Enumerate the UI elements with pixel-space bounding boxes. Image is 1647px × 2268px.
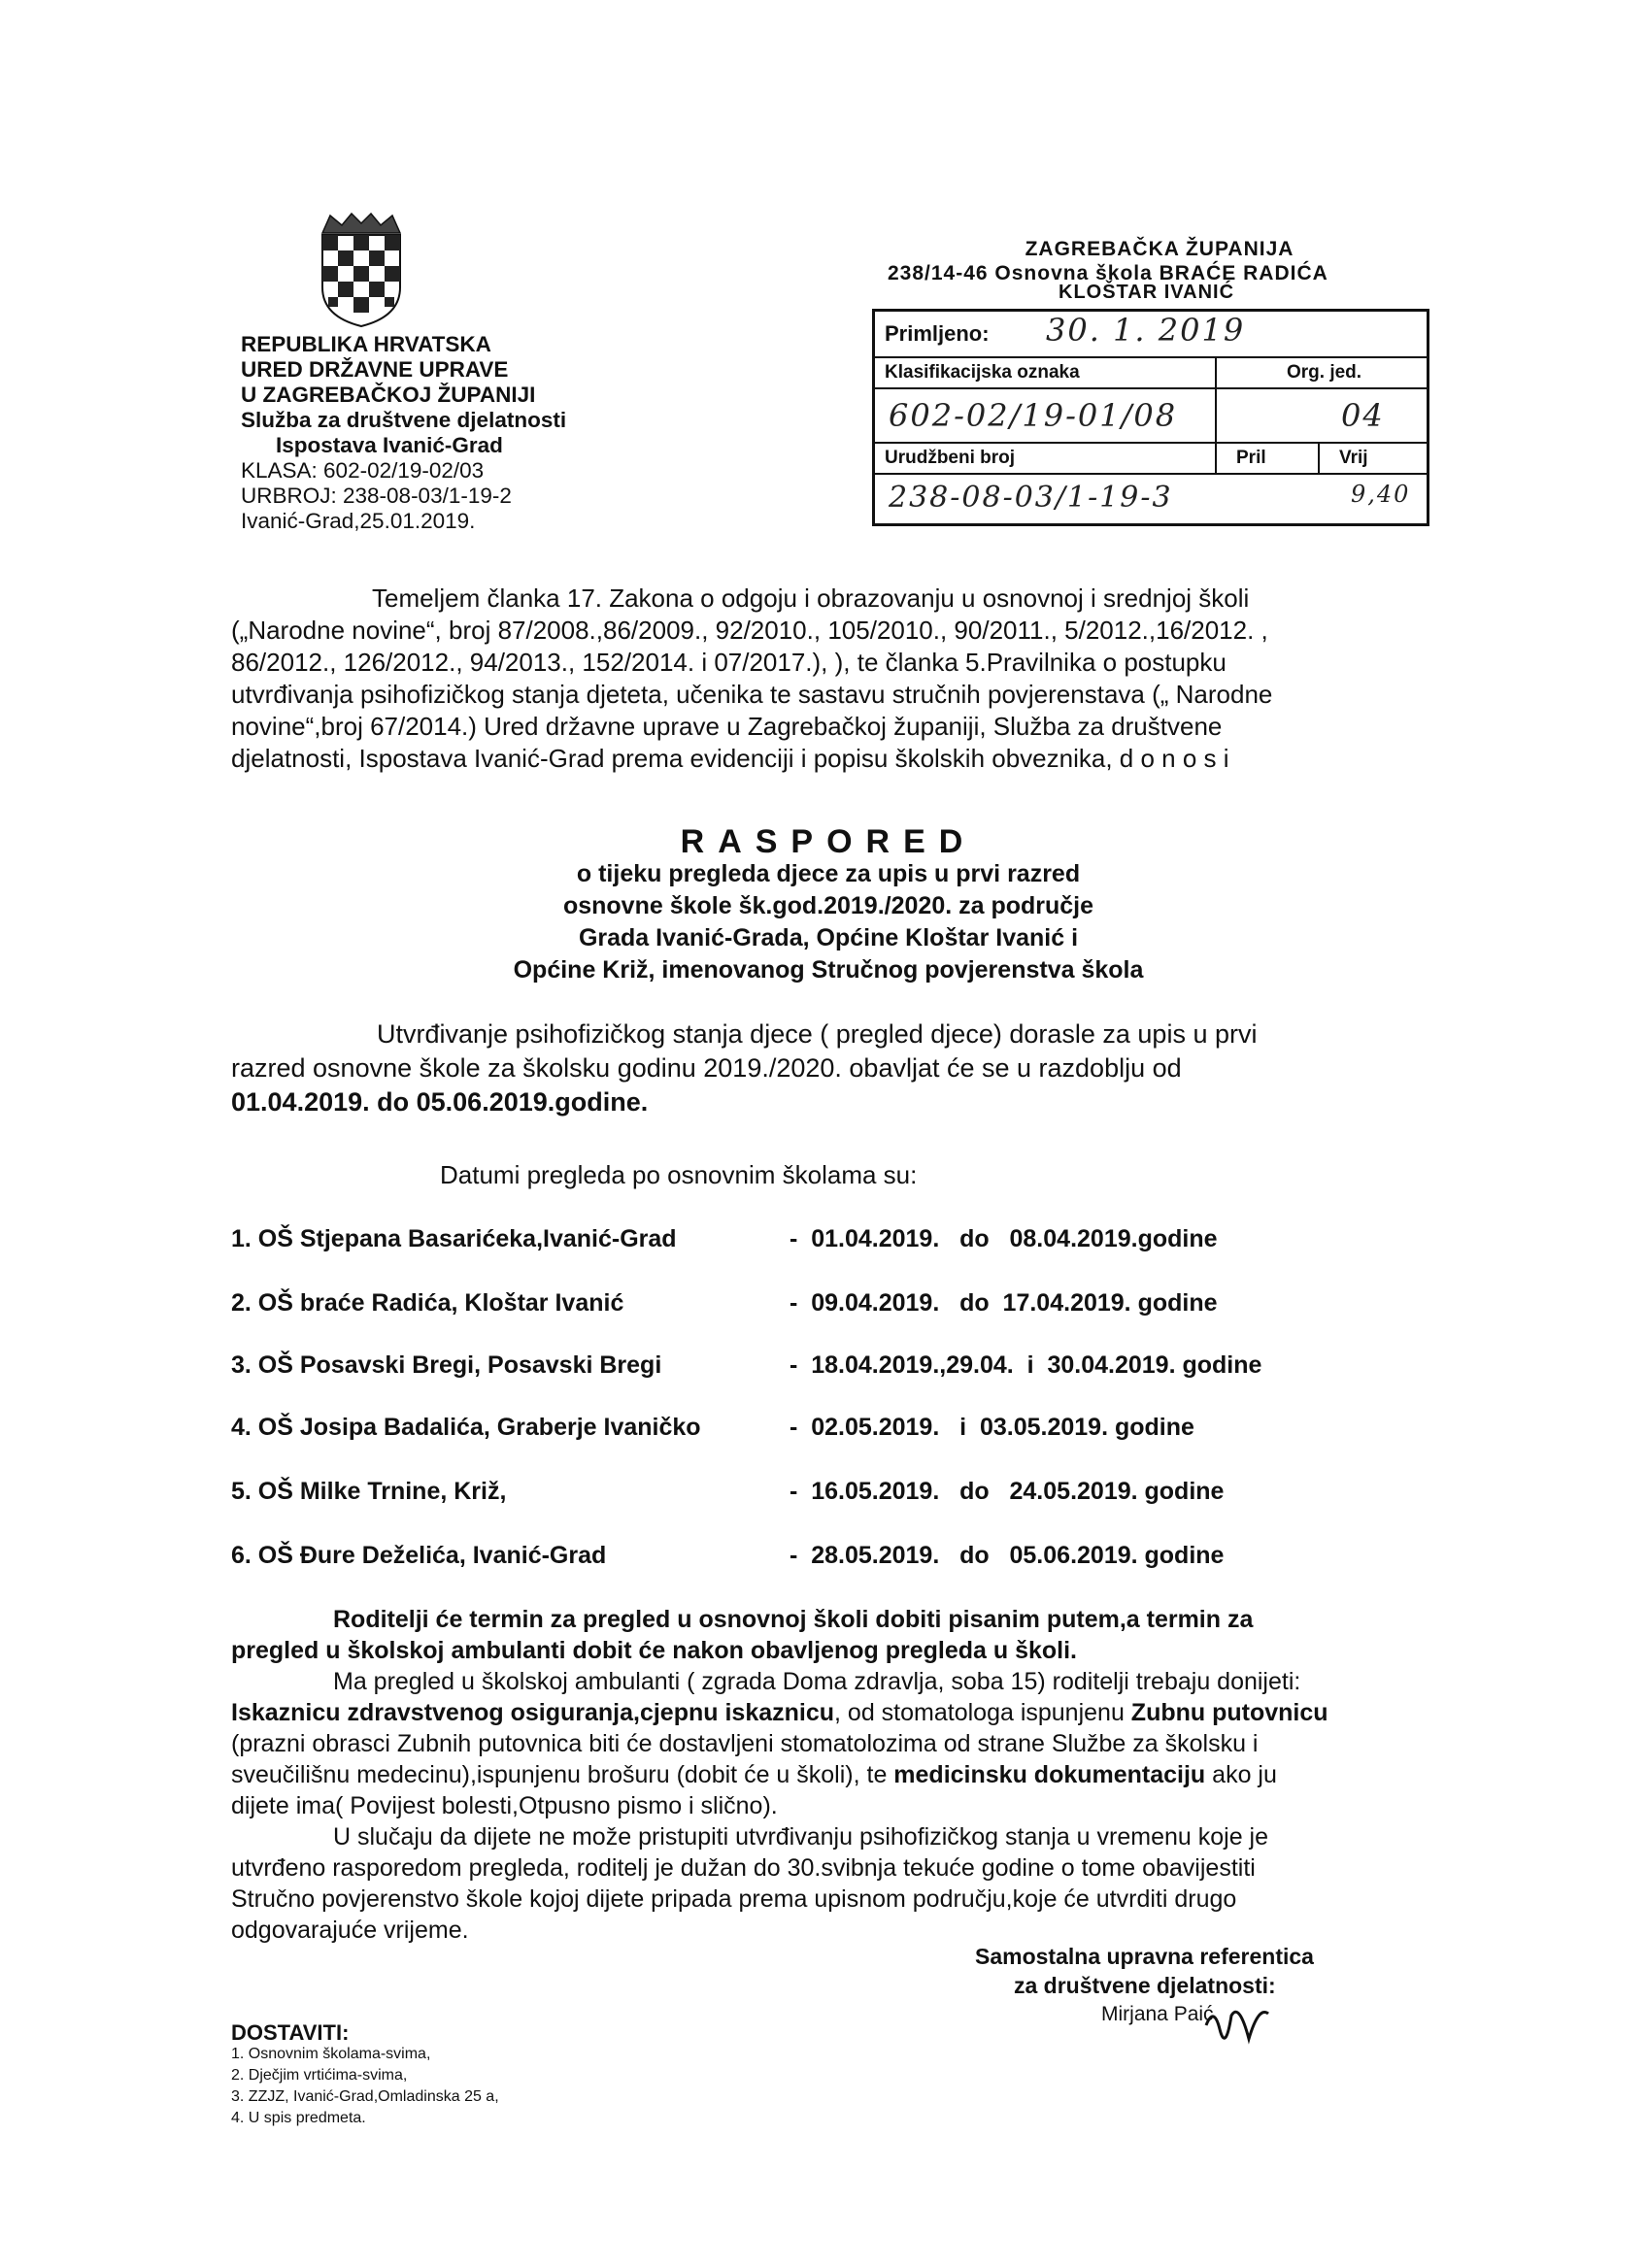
stamp-attach-label: Pril [1236, 448, 1266, 468]
branch-name: Ispostava Ivanić-Grad [276, 433, 503, 457]
intro-line: 86/2012., 126/2012., 94/2013., 152/2014. i 07/2017.), ), te članka 5.Pravilnika o postupku [231, 648, 1227, 677]
office-name-line1: URED DRŽAVNE UPRAVE [241, 357, 509, 382]
intro-line: utvrđivanja psihofizičkog stanja djeteta, učenika te sastavu stručnih povjerenstava („ Narodne [231, 680, 1273, 709]
schedule-dates: - 28.05.2019. do 05.06.2019. godine [790, 1542, 1225, 1569]
stamp-row-class-values [875, 389, 1427, 444]
schedule-row [231, 1351, 1426, 1390]
distribution-item: 2. Dječjim vrtićima-svima, [231, 2067, 408, 2084]
intro-line: („Narodne novine“, broj 87/2008.,86/2009., 92/2010., 105/2010., 90/2011., 5/2012.,16/2012. , [231, 616, 1268, 645]
schedule-row [231, 1414, 1426, 1452]
schedule-school: 3. OŠ Posavski Bregi, Posavski Bregi [231, 1351, 662, 1379]
notice-bold-passport: Zubnu putovnicu [1130, 1699, 1328, 1726]
schedule-school: 4. OŠ Josipa Badalića, Graberje Ivaničko [231, 1414, 701, 1441]
notice-line: U slučaju da dijete ne može pristupiti utvrđivanju psihofizičkog stanja u vremenu koje je [333, 1823, 1269, 1851]
stamp-class-label: Klasifikacijska oznaka [885, 362, 1080, 383]
subtitle-line: osnovne škole šk.god.2019./2020. za područje [562, 892, 1094, 919]
schedule-row [231, 1289, 1426, 1328]
stamp-value-label: Vrij [1339, 448, 1368, 468]
schedule-row [231, 1542, 1426, 1581]
distribution-item: 4. U spis predmeta. [231, 2110, 366, 2126]
handwritten-signature [1196, 1996, 1352, 2069]
schedule-heading: Datumi pregleda po osnovnim školama su: [440, 1160, 918, 1189]
notice-line: Ma pregled u školskoj ambulanti ( zgrada Doma zdravlja, soba 15) roditelji trebaju donijeti: [333, 1668, 1301, 1695]
stamp-org-label: Org. jed. [1287, 362, 1362, 383]
notice-line: Roditelji će termin za pregled u osnovnoj školi dobiti pisanim putem,a termin za [333, 1606, 1254, 1633]
schedule-dates: - 16.05.2019. do 24.05.2019. godine [790, 1478, 1225, 1505]
coat-of-arms-logo [309, 212, 414, 328]
schedule-school: 6. OŠ Đure Deželića, Ivanić-Grad [231, 1542, 607, 1569]
signatory-dept: za društvene djelatnosti: [1014, 1973, 1276, 1998]
stamp-row-reg-values [875, 475, 1427, 523]
schedule-school: 2. OŠ braće Radića, Kloštar Ivanić [231, 1289, 624, 1317]
schedule-dates: - 02.05.2019. i 03.05.2019. godine [790, 1414, 1194, 1441]
schedule-school: 5. OŠ Milke Trnine, Križ, [231, 1478, 507, 1505]
distribution-item: 3. ZZJZ, Ivanić-Grad,Omladinska 25 a, [231, 2088, 499, 2105]
urbroj-number: URBROJ: 238-08-03/1-19-2 [241, 484, 512, 508]
period-dates: 01.04.2019. do 05.06.2019.godine. [231, 1087, 649, 1117]
stamp-reg-label: Urudžbeni broj [885, 448, 1016, 468]
distribution-list [231, 2022, 499, 2129]
stamp-received-value: 30. 1. 2019 [1046, 312, 1246, 349]
period-line: Utvrđivanje psihofizičkog stanja djece ( pregled djece) dorasle za upis u prvi [377, 1019, 1258, 1049]
period-line: razred osnovne škole za školsku godinu 2019./2020. obavljat će se u razdoblju od [231, 1053, 1182, 1083]
stamp-school: 238/14-46 Osnovna škola BRAĆE RADIĆA [888, 262, 1328, 284]
intro-line: novine“,broj 67/2014.) Ured državne uprave u Zagrebačkoj županiji, Služba za društvene [231, 712, 1223, 741]
notice-block [231, 1604, 1426, 1946]
signatory-title: Samostalna upravna referentica [975, 1944, 1314, 1969]
document-subtitle [231, 858, 1426, 986]
stamp-org-value: 04 [1341, 397, 1385, 434]
notice-line: (prazni obrasci Zubnih putovnica biti će dostavljeni stomatolozima od strane Službe za školsku i [231, 1730, 1259, 1757]
notice-line: pregled u školskoj ambulanti dobit će nakon obavljenog pregleda u školi. [231, 1637, 1077, 1664]
stamp-place: KLOŠTAR IVANIĆ [1059, 282, 1235, 303]
notice-line: odgovarajuće vrijeme. [231, 1917, 469, 1944]
schedule-row [231, 1225, 1426, 1264]
office-name-line2: U ZAGREBAČKOJ ŽUPANIJI [241, 383, 536, 407]
schedule-dates: - 18.04.2019.,29.04. i 30.04.2019. godine [790, 1351, 1262, 1379]
distribution-heading: DOSTAVITI: [231, 2020, 350, 2045]
subtitle-line: Općine Križ, imenovanog Stručnog povjerenstva škola [513, 956, 1144, 984]
notice-bold-medical: medicinsku dokumentaciju [893, 1761, 1206, 1788]
notice-line [231, 1759, 1426, 1790]
legal-basis-paragraph [231, 583, 1426, 775]
country-name: REPUBLIKA HRVATSKA [241, 332, 491, 356]
schedule-school: 1. OŠ Stjepana Basarićeka,Ivanić-Grad [231, 1225, 677, 1252]
service-name: Služba za društvene djelatnosti [241, 408, 567, 432]
document-title: RASPORED [680, 823, 977, 860]
distribution-item: 1. Osnovnim školama-svima, [231, 2046, 431, 2062]
notice-line [231, 1697, 1426, 1728]
notice-text: sveučilišnu medecinu),ispunjenu brošuru (dobit će u školi), te [231, 1761, 894, 1788]
exam-period-paragraph [231, 1017, 1426, 1119]
intro-line: Temeljem članka 17. Zakona o odgoju i obrazovanju u osnovnoj i srednjoj školi [372, 584, 1250, 613]
schedule-dates: - 09.04.2019. do 17.04.2019. godine [790, 1289, 1218, 1317]
notice-text: , od stomatologa ispunjenu [834, 1699, 1131, 1726]
signatory-name: Mirjana Paić [1101, 2003, 1214, 2025]
klasa-number: KLASA: 602-02/19-02/03 [241, 458, 485, 483]
stamp-row-class-labels [875, 358, 1427, 389]
schedule-row [231, 1478, 1426, 1517]
schedule-dates: - 01.04.2019. do 08.04.2019.godine [790, 1225, 1218, 1252]
stamp-class-value: 602-02/19-01/08 [889, 397, 1178, 434]
stamp-time-value: 9,40 [1351, 481, 1411, 508]
stamp-county: ZAGREBAČKA ŽUPANIJA [1025, 238, 1294, 260]
stamp-row-received [875, 312, 1427, 358]
notice-line: Stručno povjerenstvo škole kojoj dijete pripada prema upisnom području,koje će utvrditi drugo [231, 1885, 1237, 1913]
issuer-header [241, 332, 598, 534]
notice-text: ako ju [1205, 1761, 1277, 1788]
notice-bold-docs: Iskaznicu zdravstvenog osiguranja,cjepnu iskaznicu [231, 1699, 835, 1726]
receipt-stamp [872, 309, 1429, 526]
intro-line: djelatnosti, Ispostava Ivanić-Grad prema evidenciji i popisu školskih obveznika, d o n o s i [231, 744, 1229, 773]
notice-line: dijete ima( Povijest bolesti,Otpusno pismo i slično). [231, 1792, 778, 1819]
place-date: Ivanić-Grad,25.01.2019. [241, 509, 476, 533]
subtitle-line: o tijeku pregleda djece za upis u prvi razred [576, 860, 1081, 887]
stamp-reg-value: 238-08-03/1-19-3 [889, 481, 1173, 515]
notice-line: utvrđeno rasporedom pregleda, roditelj je dužan do 30.svibnja tekuće godine o tome obavijestiti [231, 1854, 1256, 1882]
stamp-row-reg-labels [875, 444, 1427, 475]
subtitle-line: Grada Ivanić-Grada, Općine Kloštar Ivanić i [578, 924, 1079, 951]
stamp-received-label: Primljeno: [885, 321, 990, 346]
